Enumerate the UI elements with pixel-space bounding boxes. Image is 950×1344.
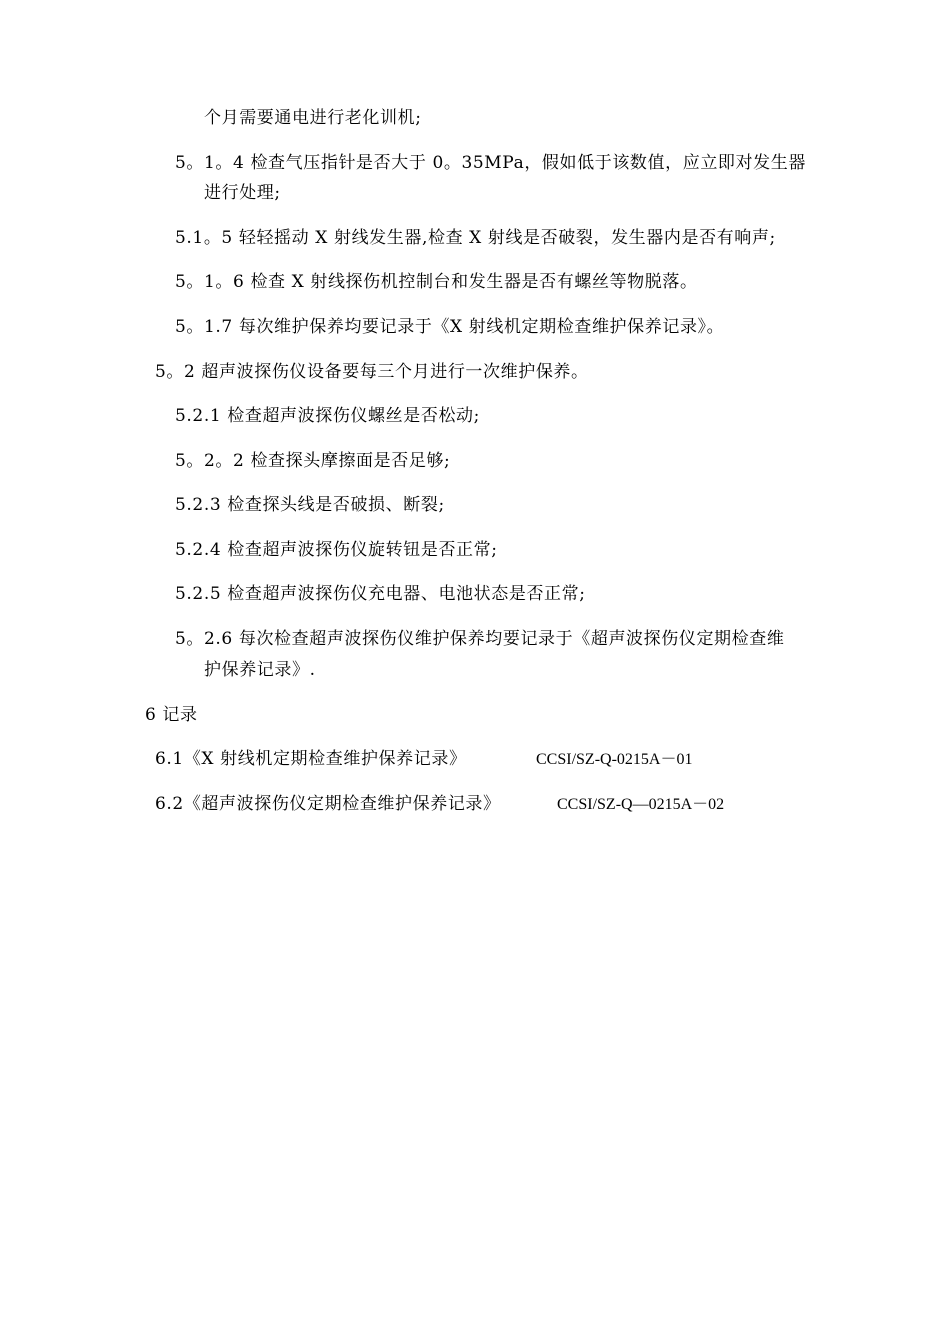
section-heading: 6 记录 [145, 705, 198, 725]
section-heading: 5。2 超声波探伤仪设备要每三个月进行一次维护保养。 [155, 362, 589, 382]
text-line: 5.1。5 轻轻摇动 X 射线发生器,检查 X 射线是否破裂，发生器内是否有响声; [175, 228, 776, 248]
record-title: 6.1《X 射线机定期检查维护保养记录》 [155, 749, 467, 769]
record-code: CCSI/SZ-Q-0215A－01 [536, 751, 693, 768]
text-line: 5。2.6 每次检查超声波探伤仪维护保养均要记录于《超声波探伤仪定期检查维 [175, 629, 785, 649]
text-line: 进行处理; [204, 183, 281, 203]
text-line: 5.2.1 检查超声波探伤仪螺丝是否松动; [175, 406, 480, 426]
text-line: 5。1。6 检查 X 射线探伤机控制台和发生器是否有螺丝等物脱落。 [175, 272, 698, 292]
text-line: 护保养记录》. [204, 660, 316, 680]
record-title: 6.2《超声波探伤仪定期检查维护保养记录》 [155, 794, 501, 814]
text-line: 5。1。4 检查气压指针是否大于 0。35MPa，假如低于该数值，应立即对发生器 [175, 153, 806, 173]
text-line: 个月需要通电进行老化训机; [204, 108, 422, 128]
text-line: 5.2.5 检查超声波探伤仪充电器、电池状态是否正常; [175, 584, 586, 604]
text-line: 5。1.7 每次维护保养均要记录于《X 射线机定期检查维护保养记录》。 [175, 317, 725, 337]
record-code: CCSI/SZ-Q—0215A－02 [557, 796, 725, 813]
text-line: 5.2.3 检查探头线是否破损、断裂; [175, 495, 445, 515]
text-line: 5。2。2 检查探头摩擦面是否足够; [175, 451, 451, 471]
text-line: 5.2.4 检查超声波探伤仪旋转钮是否正常; [175, 540, 498, 560]
